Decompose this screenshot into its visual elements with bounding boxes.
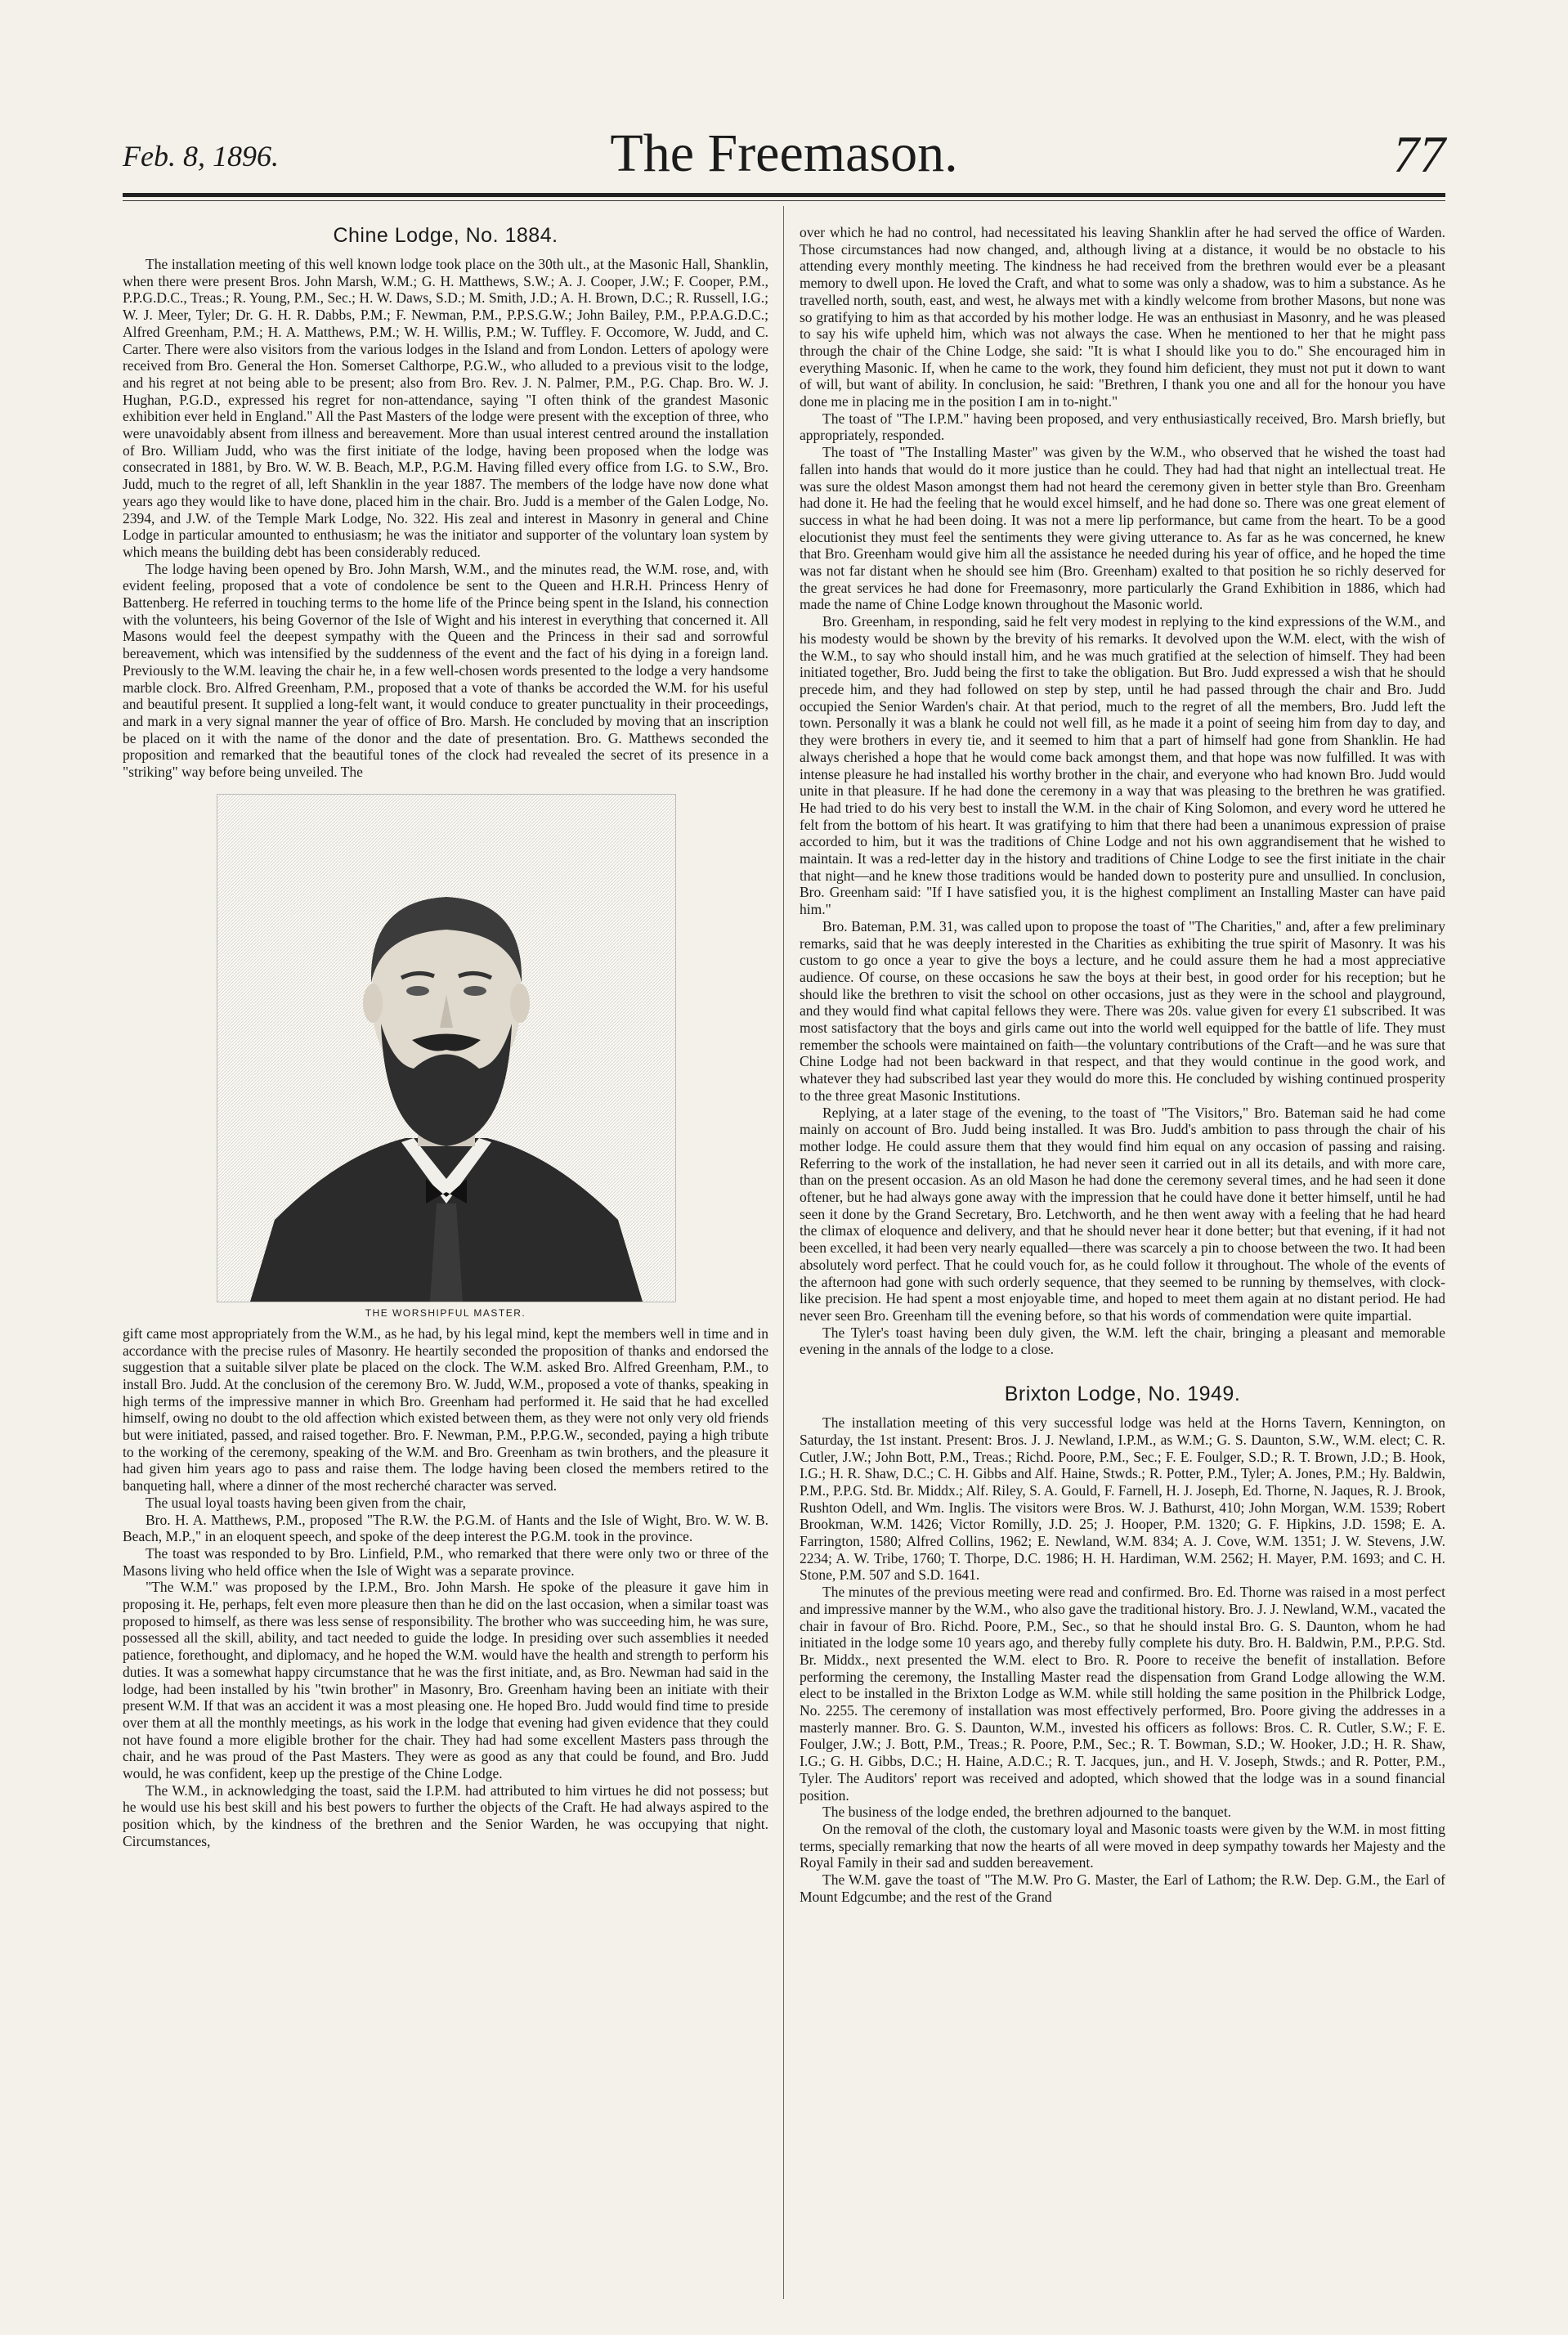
paragraph: The Tyler's toast having been duly given, the W.M. left the chair, bringing a pleasant and memorable evening in the annals of the lodge to a close.: [800, 1324, 1445, 1358]
paragraph: The lodge having been opened by Bro. John Marsh, W.M., and the minutes read, the W.M. rose, and, with evident feeling, proposed that a vote of condolence be sent to the Queen and H.R.H. Princess Henry of Battenberg. He referred in touching terms to the home life of the Prince being spent in the Island, his connection with the volunteers, his being Governor of the Isle of Wight and his interest in everything that concerned it. All Masons would feel the deepest sympathy with the Queen and the Princess in their sad and sorrowful bereavement, which was intensified by the suddenness of the event and the fact of his dying in a foreign land. Previously to the W.M. leaving the chair he, in a few well-chosen words presented to the lodge a very handsome marble clock. Bro. Alfred Greenham, P.M., proposed that a vote of thanks be accorded the W.M. for his useful and beautiful present. It supplied a long-felt want, it would conduce to greater punctuality in their proceedings, and mark in a very signal manner the year of office of Bro. Marsh. He concluded by moving that an inscription be placed on it with the name of the donor and the date of presentation. Bro. G. Matthews seconded the proposition and remarked that the beautiful tones of the clock had revealed the secret of its presence in a "striking" way before being unveiled. The: [123, 560, 768, 781]
paragraph: "The W.M." was proposed by the I.P.M., Bro. John Marsh. He spoke of the pleasure it gave him in proposing it. He, perhaps, felt even more pleasure then than he did on the last occasion, when a similar toast was proposed to himself, as there was less sense of responsibility. The brother who was succeeding him, he was sure, possessed all the skill, ability, and tact needed to guide the lodge. In presiding over such assemblies it needed patience, forethought, and diplomacy, and he hoped the W.M. would have the health and strength to perform his duties. It was a somewhat happy circumstance that he was the first initiate, and, as Bro. Newman had said in the lodge, had been installed by his "twin brother" in Masonry, Bro. Greenham having been an initiate with their present W.M. If that was an accident it was a most pleasing one. He hoped Bro. Judd would find time to preside over them at all the monthly meetings, as his work in the lodge that evening had given evidence that they could not have found a more eligible brother for the chair. They had had some excellent Masters pass through the chair, and he was proud of the Past Masters. They were as good as any that could be found, and Bro. Judd would, he was confident, keep up the prestige of the Chine Lodge.: [123, 1579, 768, 1782]
paragraph: Replying, at a later stage of the evening, to the toast of "The Visitors," Bro. Bateman said he had come mainly on account of Bro. Judd being installed. It was Bro. Judd's ambition to pass through the chair of his mother lodge. He could assure them that they would find him equal on any occasion of passing and raising. Referring to the work of the installation, he had never seen it carried out in all its details, and with more care, than on the present occasion. As an old Mason he had done the ceremony several times, and he had seen it done oftener, but he had always gone away with the impression that he could have done it better himself, until he had seen it done by the Grand Secretary, Bro. Letchworth, and he then went away with a feeling that he had heard the climax of eloquence and delivery, and that he should never hear it done better; but that evening, if it had not been excelled, it had been very nearly equalled—there was scarcely a pin to choose between the two. It had been absolutely word perfect. That he could vouch for, as he could follow it throughout. The whole of the events of the afternoon had gone with such orderly sequence, that they seemed to be running by themselves, with clock-like precision. He had spent a most enjoyable time, and hoped to meet them again at no distant period. He had never seen Bro. Greenham till the evening before, so that his words of commendation were quite impartial.: [800, 1104, 1445, 1324]
article-body-part-a: [123, 256, 768, 781]
paragraph: The minutes of the previous meeting were read and confirmed. Bro. Ed. Thorne was raised in a most perfect and impressive manner by the W.M., who also gave the traditional history. Bro. J. J. Newland, W.M., vacated the chair in favour of Bro. Richd. Poore, P.M., Sec., so that he should instal Bro. G. S. Daunton, whom he had initiated in the lodge some 10 years ago, and thereby fully complete his duty. Bro. H. Baldwin, P.M., P.P.G. Std. Br. Middx., next presented the W.M. elect to Bro. R. Poore to receive the benefit of installation. Before performing the ceremony, the Installing Master read the dispensation from Grand Lodge allowing the W.M. elect to be installed in the Brixton Lodge as W.M. while still holding the same position in the Philbrick Lodge, No. 2255. The ceremony of installation was most effectively performed, Bro. Poore giving the addresses in a masterly manner. Bro. G. S. Daunton, W.M., invested his officers as follows: Bros. C. R. Cutler, S.W.; F. E. Foulger, J.W.; J. Bott, P.M., Treas.; R. Poore, P.M., Sec.; R. T. Bowman, S.D.; W. Hooker, J.D.; H. R. Shaw, I.G.; G. H. Gibbs, D.C.; H. Haine, A.D.C.; R. T. Jacques, jun., and H. V. Joseph, Stwds.; and R. Potter, P.M., Tyler. The Auditors' report was received and adopted, which showed that the lodge was in a sound financial position.: [800, 1584, 1445, 1804]
newspaper-title: The Freemason.: [610, 123, 958, 183]
masthead: [123, 121, 1445, 190]
masthead-rule-thin: [123, 200, 1445, 201]
paragraph: The business of the lodge ended, the brethren adjourned to the banquet.: [822, 1804, 1232, 1821]
paragraph: Bro. Bateman, P.M. 31, was called upon to propose the toast of "The Charities," and, after a few preliminary remarks, said that he was deeply interested in the Charities as exhibiting the true spirit of Masonry. It was his custom to go once a year to give the boys a lecture, and he could assure them he had a most appreciative audience. Of course, on these occasions he saw the boys at their best, in good order for his reception; but he should like the brethren to visit the school on other occasions, just as they were in the school and playground, and they would find what capital fellows they were. There was 20s. value given for every £1 subscribed. It was most satisfactory that the boys and girls came out into the world well equipped for the battle of life. They must remember the schools were maintained on faith—the voluntary contributions of the Craft—and he was sure that Chine Lodge had not been backward in that respect, and that they would continue in the good work, and whatever they had subscribed last year they would do more this. He concluded by wishing continued prosperity to the three great Masonic Institutions.: [800, 917, 1445, 1104]
paragraph: gift came most appropriately from the W.M., as he had, by his legal mind, kept the members well in time and in accordance with the precise rules of Masonry. He heartily seconded the proposition of thanks and endorsed the suggestion that a suitable silver plate be placed on the clock. The W.M. asked Bro. Alfred Greenham, P.M., to install Bro. Judd. At the conclusion of the ceremony Bro. W. Judd, W.M., proposed a vote of thanks, speaking in high terms of the impressive manner in which Bro. Greenham had performed it. He said that he had excelled himself, owing no doubt to the old affection which existed between them, as they were not only very old friends but were initiated, passed, and raised together. Bro. F. Newman, P.M., P.P.G.W., seconded, paying a high tribute to the working of the ceremony, speaking of the W.M. and Bro. Greenham as twin brothers, and the pleasure it had given him years ago to pass and raise them. The lodge having been closed the members retired to the banqueting hall, where a dinner of the most recherché character was served.: [123, 1324, 768, 1495]
issue-date: Feb. 8, 1896.: [123, 140, 279, 173]
article-heading-chine-lodge: Chine Lodge, No. 1884.: [333, 224, 558, 247]
masthead-rule-thick: [123, 193, 1445, 197]
paragraph: On the removal of the cloth, the customary loyal and Masonic toasts were given by the W.M. in most fitting terms, specially remarking that now the hearts of all were moved in deep sympathy towards her Majesty and the Royal Family in their sad and sudden bereavement.: [800, 1820, 1445, 1871]
paragraph: The installation meeting of this well known lodge took place on the 30th ult., at the Masonic Hall, Shanklin, when there were present Bros. John Marsh, W.M.; G. H. Matthews, S.W.; A. J. Cooper, J.W.; F. Cooper, P.M., P.P.G.D.C., Treas.; R. Young, P.M., Sec.; H. W. Daws, S.D.; M. Smith, J.D.; A. H. Brown, D.C.; R. Russell, I.G.; W. J. Meer, Tyler; Dr. G. H. R. Dabbs, P.M.; F. Newman, P.M., P.P.S.G.W.; John Bailey, P.M., P.P.A.G.D.C.; Alfred Greenham, P.M.; H. A. Matthews, P.M.; W. H. Willis, P.M.; W. Tuffley. F. Occomore, W. Judd, and C. Carter. There were also visitors from the various lodges in the Island and from London. Letters of apology were received from Bro. General the Hon. Somerset Calthorpe, P.G.W., who alluded to a previous visit to the lodge, and his regret at not being able to be present; also from Bro. Rev. J. N. Palmer, P.M., P.G. Chap. Bro. W. J. Hughan, P.G.D., expressed his regret for non-attendance, saying "I often think of the grandest Masonic exhibition ever held in England." All the Past Masters of the lodge were present with the exception of three, who were unavoidably absent from illness and bereavement. More than usual interest centred around the installation of Bro. William Judd, who was the first initiate of the lodge, having been proposed when the lodge was consecrated in 1881, by Bro. W. W. B. Beach, M.P., P.G.M. Having filled every office from I.G. to S.W., Bro. Judd, much to the regret of all, left Shanklin in the year 1887. The members of the lodge have now done what years ago they would like to have done, placed him in the chair. Bro. Judd is a member of the Galen Lodge, No. 2394, and J.W. of the Temple Mark Lodge, No. 322. His zeal and interest in Masonry in general and Chine Lodge in particular amounted to enthusiasm; he was the initiator and supporter of the voluntary loan system by which means the building debt has been considerably reduced.: [123, 256, 768, 560]
portrait-caption: THE WORSHIPFUL MASTER.: [365, 1306, 526, 1319]
article-body-brixton: [800, 1414, 1445, 1905]
article-body-continued: [800, 224, 1445, 1358]
paragraph: The toast of "The Installing Master" was given by the W.M., who observed that he wished the toast had fallen into hands that would do it more justice than he could. They had had that night an intellectual treat. He was sure the oldest Mason amongst them had not heard the ceremony given in better style than Bro. Greenham had done it. He had the feeling that he would excel himself, and he had done so. There was one great element of success in what he had been doing. It was not a mere lip performance, but came from the heart. To be a good elocutionist they must feel the sentiments they were giving utterance to. As far as he was concerned, he knew that Bro. Greenham would give him all the assistance he needed during his year of office, and he hoped the time was not far distant when he should see him (Bro. Greenham) exalted to that position he so richly deserved for the great services he had done for Freemasonry, more particularly the Grand Exhibition in 1886, which had made the name of Chine Lodge known throughout the Masonic world.: [800, 444, 1445, 613]
right-column: [800, 206, 1445, 2299]
paragraph: The installation meeting of this very successful lodge was held at the Horns Tavern, Kennington, on Saturday, the 1st instant. Present: Bros. J. J. Newland, I.P.M., as W.M.; G. S. Daunton, S.W., W.M. elect; C. R. Cutler, J.W.; John Bott, P.M., Treas.; Richd. Poore, P.M., Sec.; F. E. Foulger, S.D.; R. T. Brown, J.D.; B. Hook, I.G.; H. R. Shaw, D.C.; C. H. Gibbs and Alf. Haine, Stwds.; R. Potter, P.M., Tyler; A. Jones, P.M.; Hy. Baldwin, P.M., P.P.G. Std. Br. Middx.; Alf. Riley, S. A. Gould, F. Farnell, H. J. Joseph, Ed. Thorne, N. Jaques, R. J. Brook, Rushton Odell, and Wm. Inglis. The visitors were Bros. W. J. Bathurst, 410; John Morgan, W.M. 1539; Robert Brookman, W.M. 1426; Victor Romilly, J.D. 25; J. Hooper, P.M. 1320; G. F. Hipkins, J.D. 1598; E. A. Farrington, 1580; Alfred Collins, 1962; E. Newland, W.M. 834; A. J. Cove, W.M. 1351; J. W. Stevens, J.W. 2234; A. W. Tribe, 1760; T. Thorpe, D.C. 1986; H. H. Hardiman, W.M. 2562; H. Mayer, P.M. 1693; and C. H. Stone, P.M. 507 and S.D. 1641.: [800, 1414, 1445, 1584]
paragraph: The toast of "The I.P.M." having been proposed, and very enthusiastically received, Bro. Marsh briefly, but appropriately, responded.: [800, 410, 1445, 444]
paragraph: The W.M., in acknowledging the toast, said the I.P.M. had attributed to him virtues he did not possess; but he would use his best skill and his best powers to further the objects of the Craft. He had always aspired to the position which, by the kindness of the brethren and the Senior Warden, he was occupying that night. Circumstances,: [123, 1782, 768, 1849]
paragraph: Bro. Greenham, in responding, said he felt very modest in replying to the kind expressions of the W.M., and his modesty would be shown by the brevity of his remarks. It devolved upon the W.M. elect, with the wish of the W.M., to say who should install him, and he was much gratified at the selection of himself. They had been initiated together, Bro. Judd being the first to take the obligation. But Bro. Judd expressed a wish that he should precede him, and they had followed on step by step, until he had passed through the chair and Bro. Judd occupied the Senior Warden's chair. At that period, much to the regret of all the members, Bro. Judd left the town. Personally it was a blank he could not well fill, as he made it a point of seeing him from day to day, and they were brothers in every tie, and it seemed to him that a part of himself had gone from Shanklin. He had always cherished a hope that he would come back amongst them, and that hope was now fulfilled. It was with intense pleasure he had installed his worthy brother in the chair, and everyone who had known Bro. Judd would unite in that pleasure. If he had done the ceremony in a way that was pleasing to the brethren he was gratified. He had tried to do his very best to install the W.M. in the chair of King Solomon, and every word he uttered he felt from the bottom of his heart. It was gratifying to him that there had been a unanimous expression of praise accorded to him, but it was the traditions of Chine Lodge and not his own aggrandisement that he wished to maintain. It was a red-letter day in the history and traditions of Chine Lodge to see the first initiate in the chair that night—and he knew those traditions would be handed down to posterity pure and unsullied. In conclusion, Bro. Greenham said: "If I have satisfied you, it is the highest compliment an Installing Master can have paid him.": [800, 613, 1445, 918]
page-number: 77: [1393, 125, 1445, 183]
paragraph: Bro. H. A. Matthews, P.M., proposed "The R.W. the P.G.M. of Hants and the Isle of Wight, Bro. W. W. B. Beach, M.P.," in an eloquent speech, and spoke of the deep interest the P.G.M. took in the province.: [123, 1511, 768, 1545]
portrait-engraving: [217, 795, 675, 1302]
paragraph: over which he had no control, had necessitated his leaving Shanklin after he had served the office of Warden. Those circumstances had now changed, and, although living at a distance, it would be no obstacle to his attending every monthly meeting. The kindness he had received from the brethren would ever be a pleasant memory to dwell upon. He loved the Craft, and what to some was only a shadow, was to him a substance. As he travelled north, south, east, and west, he always met with a kindly welcome from brother Masons, but none was so gratifying to him as that accorded by his mother lodge. He was an enthusiast in Masonry, and he was pleased to say his wife upheld him, which was not always the case. When he mentioned to her that he might pass through the chair of the Chine Lodge, she said: "It is what I should like you to do." She encouraged him in everything Masonic. If, when he came to the work, they found him deficient, they must not put it down to want of will, but want of ability. In conclusion, he said: "Brethren, I thank you one and all for the honour you have done me in placing me in the position I am in to-night.": [800, 224, 1445, 410]
article-body-part-b: [123, 1325, 768, 1850]
left-column: [123, 206, 768, 2299]
article-heading-brixton-lodge: Brixton Lodge, No. 1949.: [1004, 1383, 1241, 1406]
paragraph: The toast was responded to by Bro. Linfield, P.M., who remarked that there were only two or three of the Masons living who held office when the Isle of Wight was a separate province.: [123, 1544, 768, 1579]
worshipful-master-portrait-image: [217, 794, 676, 1302]
paragraph: The usual loyal toasts having been given from the chair,: [146, 1494, 466, 1511]
portrait-figure: [217, 794, 674, 1319]
column-divider: [783, 206, 784, 2299]
paragraph: The W.M. gave the toast of "The M.W. Pro G. Master, the Earl of Lathom; the R.W. Dep. G.M., the Earl of Mount Edgcumbe; and the rest of the Grand: [800, 1871, 1445, 1905]
